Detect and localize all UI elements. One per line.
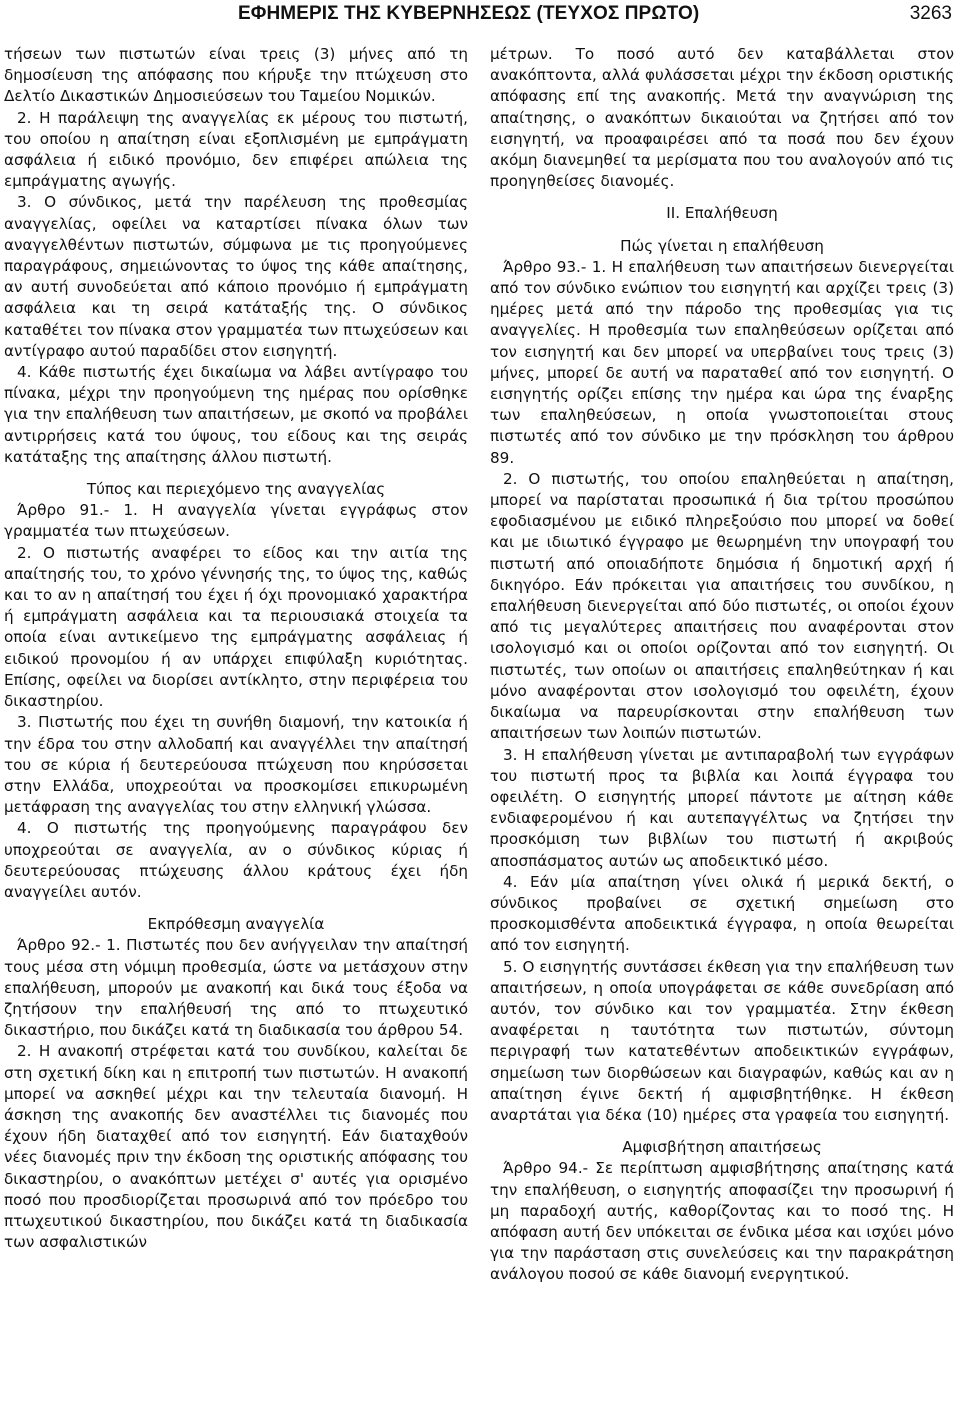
paragraph: 2. Η παράλειψη της αναγγελίας εκ μέρους του πιστωτή, του οποίου η απαίτηση είναι εξοπλισμένη με εμπράγματη ασφάλεια ή ειδικό προνόμιο, δεν επιφέρει απώλεια της εμπράγματης αγωγής. <box>4 108 468 191</box>
paragraph: 2. Ο πιστωτής, του οποίου επαληθεύεται η απαίτηση, μπορεί να παρίσταται προσωπικά ή δια τρίτου προσώπου εφοδιασμένου με ειδικό πληρεξούσιο που μπορεί να δοθεί και με ιδιωτικό έγγραφο με θεωρημένη την υπογραφή του πιστωτή από οποιαδήποτε δημόσια ή δημοτική αρχή ή δικηγόρο. Εάν πρόκειται για απαιτήσεις του συνδίκου, η επαλήθευση διενεργείται από δύο πιστωτές, οι οποίοι έχουν από τις μεγαλύτερες απαιτήσεις που αναφέρονται στον ισολογισμό και οι οποίοι ορίζονται από τον εισηγητή. Οι πιστωτές, των οποίων οι απαιτήσεις επαληθεύτηκαν ή και μόνο αναφέρονται στον ισολογισμό του οφειλέτη, έχουν δικαίωμα να παρευρίσκονται στην επαλήθευση των απαιτήσεων των λοιπών πιστωτών. <box>490 469 954 743</box>
article-paragraph: Άρθρο 93.- 1. Η επαλήθευση των απαιτήσεων διενεργείται από τον σύνδικο ενώπιον του εισηγητή και αρχίζει τρεις (3) ημέρες μετά από την πάροδο της προθεσμίας για τις αναγγελίες. Η προθεσμία των επαληθεύσεων ορίζεται από τον εισηγητή και δεν μπορεί να υπερβαίνει τους τρεις (3) μήνες, μπορεί δε αυτή να παραταθεί από τον εισηγητή. Ο εισηγητής ορίζει επίσης την ημέρα και ώρα της έναρξης των επαληθεύσεων, η οποία γνωστοποιείται στους πιστωτές από τον σύνδικο με την πρόσκληση του άρθρου 89. <box>490 257 954 467</box>
article-paragraph: Άρθρο 91.- 1. Η αναγγελία γίνεται εγγράφως στον γραμματέα των πτωχεύσεων. <box>4 501 468 541</box>
article-paragraph: Άρθρο 92.- 1. Πιστωτές που δεν ανήγγειλαν την απαίτησή τους μέσα στη νόμιμη προθεσμία, ώστε να μετάσχουν στην επαλήθευση, μπορούν με ανακοπή και δικά τους έξοδα να ζητήσουν την επαλήθευσή της από το πτωχευτικό δικαστήριο, που δικάζει κατά τη διαδικασία του άρθρου 54. <box>4 936 468 1040</box>
chapter-heading: ΙΙ. Επαλήθευση <box>666 204 778 223</box>
article-paragraph: Άρθρο 94.- Σε περίπτωση αμφισβήτησης απαίτησης κατά την επαλήθευση, ο εισηγητής αποφασίζει την προσωρινή ή μη παραδοχή αυτής, καθορίζοντας και το ποσό της. Η απόφαση αυτή δεν υπόκειται σε ένδικα μέσα και ισχύει μόνο για την παράσταση στις συνελεύσεις και την παρακράτηση ανάλογου ποσού σε κάθε διανομή ενεργητικού. <box>490 1159 954 1284</box>
section-heading: Αμφισβήτηση απαιτήσεως <box>622 1138 822 1157</box>
paragraph: 5. Ο εισηγητής συντάσσει έκθεση για την επαλήθευση των απαιτήσεων, η οποία υπογράφεται σε κάθε συνεδρίαση από αυτόν, τον σύνδικο και τον γραμματέα. Στην έκθεση αναφέρεται η ταυτότητα των πιστωτών, σύντομη περιγραφή των κατατεθέντων αποδεικτικών εγγράφων, σημείωση των διορθώσεων και διαγραφών, καθώς και αν η απαίτηση έγινε δεκτή ή αμφισβητήθηκε. Η έκθεση αναρτάται για δέκα (10) ημέρες στα γραφεία του εισηγητή. <box>490 957 954 1124</box>
paragraph: τήσεων των πιστωτών είναι τρεις (3) μήνες από τη δημοσίευση της απόφασης που κήρυξε την πτώχευση στο Δελτίο Δικαστικών Δημοσιεύσεων του Ταμείου Νομικών. <box>4 45 468 106</box>
paragraph: 4. Κάθε πιστωτής έχει δικαίωμα να λάβει αντίγραφο του πίνακα, μέχρι την προηγούμενη της ημέρας που ορίσθηκε για την επαλήθευση των απαιτήσεων, με σκοπό να προβάλει αντιρρήσεις κατά του ύψους, του είδους και της σειράς κατάταξης της απαίτησης άλλου πιστωτή. <box>4 363 468 466</box>
section-heading: Εκπρόθεσμη αναγγελία <box>147 915 325 934</box>
page-header <box>0 0 960 30</box>
left-column <box>4 44 468 1253</box>
paragraph: 3. Πιστωτής που έχει τη συνήθη διαμονή, την κατοικία ή την έδρα του στην αλλοδαπή και αναγγέλλει την απαίτησή του σε κύρια ή δευτερεύουσα πτώχευση που κηρύσσεται στην Ελλάδα, υποχρεούται να προσκομίσει επικυρωμένη μετάφραση της αναγγελίας του στην ελληνική γλώσσα. <box>4 713 468 817</box>
paragraph: 2. Η ανακοπή στρέφεται κατά του συνδίκου, καλείται δε στη σχετική δίκη και η επιτροπή των πιστωτών. Η ανακοπή μπορεί να ασκηθεί μέχρι και την τελευταία διανομή. Η άσκηση της ανακοπής δεν αναστέλλει τις διανομές που έχουν ήδη διαταχθεί από τον εισηγητή. Εάν διαταχθούν νέες διανομές πριν την έκδοση της οριστικής απόφασης του δικαστηρίου, ο ανακόπτων μετέχει σ' αυτές για ορισμένο ποσό που προσδιορίζεται προσωρινά από τον πρόεδρο του πτωχευτικού δικαστηρίου, που δικάζει κατά τη διαδικασία των ασφαλιστικών <box>4 1042 468 1252</box>
right-column <box>490 44 954 1286</box>
paragraph: 4. Εάν μία απαίτηση γίνει ολικά ή μερικά δεκτή, ο σύνδικος προβαίνει σε σχετική σημείωση στο προσκομισθέντα αποδεικτικά έγγραφα, η οποία θεωρείται από τον εισηγητή. <box>490 872 954 955</box>
section-heading: Πώς γίνεται η επαλήθευση <box>620 236 824 255</box>
paragraph: 3. Η επαλήθευση γίνεται με αντιπαραβολή των εγγράφων του πιστωτή προς τα βιβλία και λοιπά έγγραφα του οφειλέτη. Ο εισηγητής μπορεί πάντοτε με αίτηση κάθε ενδιαφερομένου ή και αυτεπαγγέλτως να ζητήσει την προσκόμιση των βιβλίων του πιστωτή ή ακριβούς αποσπάσματος αυτών ως αποδεικτικό μέσο. <box>490 745 954 870</box>
section-heading: Τύπος και περιεχόμενο της αναγγελίας <box>86 480 386 499</box>
page-number: 3263 <box>909 3 952 24</box>
paragraph: 2. Ο πιστωτής αναφέρει το είδος και την αιτία της απαίτησής του, το χρόνο γέννησής της, το ύψος της, καθώς και το αν η απαίτησή του έχει ή όχι προνομιακό χαρακτήρα ή εμπράγματη ασφάλεια και τα περιουσιακά στοιχεία τα οποία είναι αντικείμενο της εμπράγματης ασφάλειας ή ειδικού προνομίου ή αν υπάρχει επιφύλαξη κυριότητας. Επίσης, οφείλει να διορίσει αντίκλητο, στην περιφέρεια του δικαστηρίου. <box>4 543 468 711</box>
paragraph: μέτρων. Το ποσό αυτό δεν καταβάλλεται στον ανακόπτοντα, αλλά φυλάσσεται μέχρι την έκδοση οριστικής απόφασης επί της ανακοπής. Μετά την αναγνώριση της απαίτησης, ο ανακόπτων δικαιούται να ζητήσει από τον εισηγητή, να προαφαιρέσει από τα ποσά που δεν έχουν ακόμη διανεμηθεί τα μερίσματα που του αναλογούν από τις προηγηθείσες διανομές. <box>490 45 954 191</box>
gazette-title: ΕΦΗΜΕΡΙΣ ΤΗΣ ΚΥΒΕΡΝΗΣΕΩΣ (ΤΕΥΧΟΣ ΠΡΩΤΟ) <box>238 3 700 24</box>
paragraph: 3. Ο σύνδικος, μετά την παρέλευση της προθεσμίας αναγγελίας, οφείλει να καταρτίσει πίνακα όλων των αναγγελθέντων πιστωτών, σύμφωνα με τις προηγούμενες παραγράφους, σημειώνοντας το ύψος της κάθε απαίτησης, αν αυτή συνοδεύεται από κάποιο προνόμιο ή εμπράγματη ασφάλεια και τη σειρά κατάταξής της. Ο σύνδικος καταθέτει τον πίνακα στον γραμματέα των πτωχεύσεων και αντίγραφο αυτού παραδίδει στον εισηγητή. <box>4 193 468 360</box>
paragraph: 4. Ο πιστωτής της προηγούμενης παραγράφου δεν υποχρεούται σε αναγγελία, αν ο σύνδικος κύριας ή δευτερεύουσας πτώχευσης άλλου κράτους έχει ήδη αναγγείλει αυτόν. <box>4 819 468 901</box>
